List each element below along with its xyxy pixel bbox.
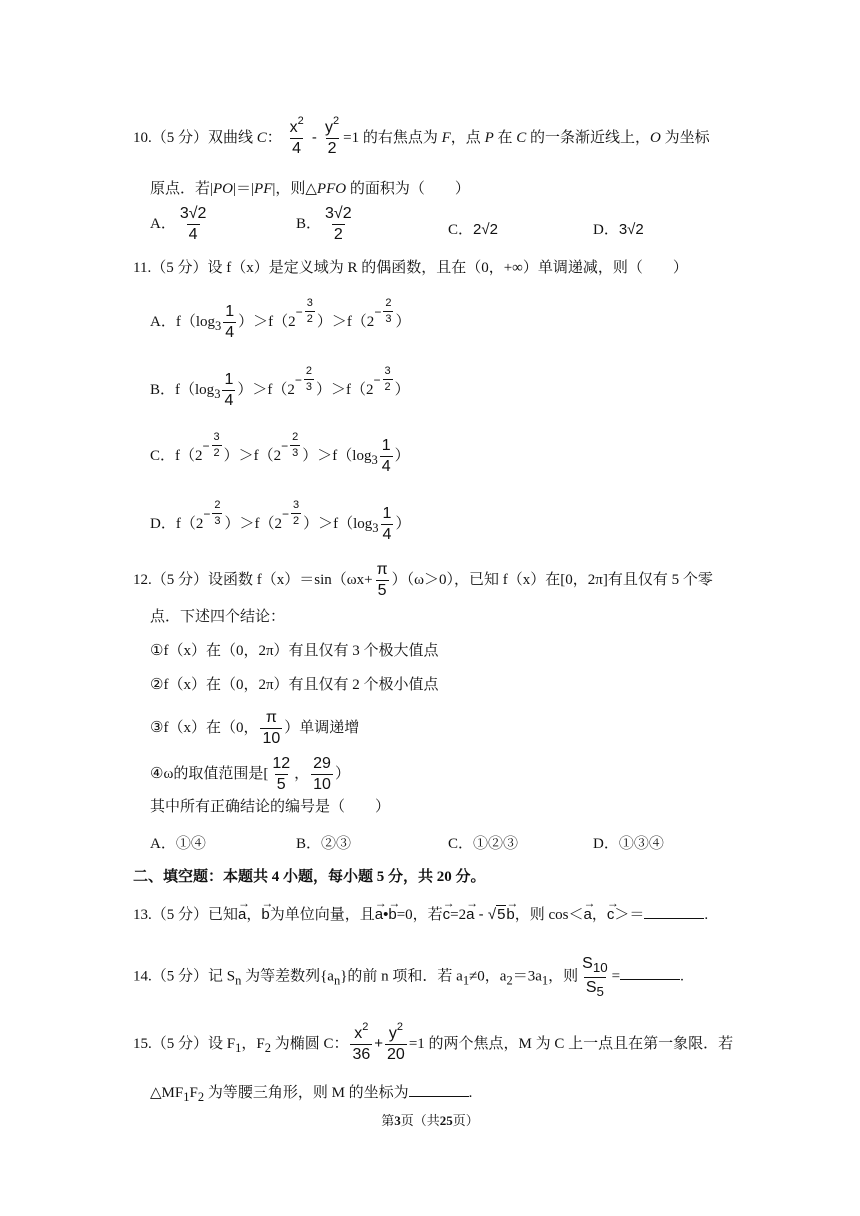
opt-part: ）＞f（2 [224, 515, 282, 532]
q10-x: x [289, 119, 298, 136]
q10-pfo: PFO [316, 181, 347, 197]
q10-text-e: 为坐标 [660, 129, 710, 146]
page-footer [0, 1110, 860, 1129]
section-heading: 二、填空题：本题共 4 小题，每小题 5 分，共 20 分。 [133, 869, 486, 885]
option-label: D． [593, 222, 619, 238]
opt-den: 3 [214, 515, 221, 528]
opt-part: ） [394, 447, 410, 464]
q10-score: （5 分） [151, 129, 209, 146]
q11-score: （5 分） [151, 260, 208, 276]
footer-total: 25 [439, 1113, 453, 1128]
q15-score: （5 分） [151, 1035, 209, 1052]
opt-part: ）＞f（2 [238, 313, 296, 330]
q13-minus: - [474, 906, 488, 923]
q15-text-b: ，F [241, 1035, 265, 1052]
q10-var-c2: C [516, 129, 527, 146]
opt-num: 3 [213, 431, 220, 444]
footer-c: 页） [452, 1113, 479, 1128]
opt-den: 2 [293, 515, 300, 528]
opt-part: f（log [175, 313, 216, 330]
q10-frac-y [323, 115, 341, 157]
option-label: C． [448, 222, 474, 238]
q11-option-b[interactable] [150, 365, 410, 409]
q10-l2b: |＝| [233, 181, 255, 197]
q12-five: 5 [377, 582, 387, 599]
opt-den: 2 [384, 381, 391, 394]
footer-b: 页（共 [400, 1113, 440, 1128]
opt-num: 2 [292, 431, 299, 444]
q11-text: 设 f（x）是定义域为 R 的偶函数，且在（0，+∞）单调递减，则（ ） [207, 260, 688, 276]
q15-frac-x [350, 1021, 372, 1063]
q15-sq2: 2 [396, 1021, 403, 1033]
q12-ask: 其中所有正确结论的编号是（ ） [150, 799, 391, 815]
q13-score: （5 分） [151, 907, 209, 923]
opt-part: ） [395, 313, 411, 330]
q14-den: S [585, 978, 597, 996]
opt-num: 2 [385, 297, 392, 310]
opt-part: ）＞f（log [303, 515, 373, 532]
q10-optB-frac [323, 206, 354, 243]
q10-sq: 2 [297, 115, 304, 127]
answer-blank[interactable] [644, 904, 704, 919]
q12-c4-frac1 [270, 756, 292, 793]
q14-text-a: 记 S [208, 968, 236, 985]
q15-plus: + [374, 1034, 384, 1052]
q15-number: 15. [133, 1035, 152, 1052]
q10-po: PO [213, 181, 234, 197]
q12-c4-frac2 [311, 756, 333, 793]
opt-exp: − $\frac{3}{2}$ [295, 297, 313, 326]
option-text: ①④ [175, 836, 206, 852]
q15-l2a: △MF [150, 1085, 184, 1101]
q14-text-e: ＝3a [512, 968, 542, 985]
opt-num: 3 [293, 499, 300, 512]
q12-line2: 点．下述四个结论： [150, 609, 286, 625]
q15-d1: 36 [352, 1046, 371, 1063]
q11-line1 [133, 257, 688, 279]
q10-minus: - [307, 128, 322, 146]
option-text: ②③ [321, 836, 352, 852]
option-label: D． [593, 836, 619, 852]
q15-y: y [388, 1025, 397, 1042]
q15-text-d: =1 的两个焦点，M 为 C 上一点且在第一象限．若 [408, 1035, 734, 1052]
q15-x: x [354, 1025, 363, 1042]
q10-text-c: 在 [493, 129, 517, 146]
q13-text-a: 已知 [208, 907, 239, 923]
q12-option-c[interactable] [448, 832, 518, 853]
opt-exp: − $\frac{3}{2}$ [373, 365, 391, 394]
q13-dot: • [383, 906, 389, 923]
q15-d2: 20 [387, 1046, 405, 1063]
q13-text-b: 为单位向量，且 [269, 907, 375, 923]
q12-pi: π [376, 561, 388, 578]
q15-l2b: F [189, 1085, 198, 1101]
q10-optA-num: 3√2 [179, 205, 207, 222]
opt-part: f（2 [175, 447, 203, 464]
opt-part: ）＞f（2 [315, 381, 374, 398]
q14-num-sub: 10 [592, 960, 608, 976]
option-label: A． [150, 215, 176, 232]
opt-den: 3 [305, 381, 312, 394]
q15-frac-y [385, 1021, 407, 1063]
opt-num: 1 [382, 505, 392, 522]
q10-option-d[interactable] [593, 218, 644, 239]
option-label: A． [150, 313, 176, 330]
opt-part: ）＞f（2 [316, 313, 375, 330]
q14-text-b: 为等差数列{a [241, 968, 334, 985]
q14-num: S [582, 955, 593, 972]
q10-var-p: P [484, 129, 494, 146]
opt-den: 4 [382, 526, 392, 543]
q12-option-b[interactable] [296, 832, 351, 853]
q14-sub-n2: n [333, 973, 341, 988]
opt-part: f（log [175, 381, 215, 398]
q13-sqrt: √5 [487, 906, 506, 923]
opt-num: 3 [384, 365, 391, 378]
q10-optA-frac [178, 206, 209, 243]
opt-sub: 3 [371, 452, 378, 467]
q11-option-d[interactable] [150, 499, 411, 543]
q10-eq: =1 的右焦点为 [343, 129, 442, 146]
vector-c: → c [607, 904, 615, 926]
q14-line [133, 956, 684, 998]
q12-number: 12. [133, 571, 152, 588]
answer-blank[interactable] [409, 1082, 469, 1097]
q12-option-d[interactable] [593, 832, 664, 853]
opt-sub: 3 [372, 520, 379, 535]
q10-number: 10. [133, 129, 152, 146]
vector-b: → b [261, 904, 269, 926]
q10-l2c: |，则△ [272, 181, 317, 197]
q12-conclusion-3 [150, 710, 359, 747]
option-text: ①②③ [473, 836, 519, 852]
opt-den: 3 [292, 447, 299, 460]
q15-l2c: 为等腰三角形，则 M 的坐标为 [204, 1085, 409, 1101]
option-label: B． [296, 836, 322, 852]
vector-a: → a [375, 904, 383, 926]
q13-number: 13. [133, 907, 152, 923]
opt-frac [222, 372, 235, 409]
q11-number: 11. [133, 260, 152, 276]
q14-sub1: 1 [462, 973, 470, 988]
q10-option-a[interactable] [150, 206, 210, 243]
q15-l2-sub2: 2 [197, 1090, 205, 1104]
opt-exp: − $\frac{2}{3}$ [294, 365, 312, 394]
q12-c4-d1: 5 [276, 776, 286, 793]
q14-eq: = [611, 968, 621, 985]
q12-option-a[interactable] [150, 832, 206, 853]
q14-frac [580, 956, 610, 998]
q12-c4b: ） [334, 765, 350, 782]
opt-num: 1 [225, 303, 235, 320]
q12-c4-n2: 29 [313, 755, 331, 772]
opt-exp: − $\frac{2}{3}$ [203, 499, 221, 528]
q10-line2 [150, 178, 470, 200]
vector-a: → a [238, 904, 246, 926]
q13-text-e: ，则 cos＜ [514, 907, 584, 923]
q12-line1 [133, 562, 713, 599]
opt-exp: − $\frac{3}{2}$ [281, 499, 300, 528]
opt-exp: − $\frac{3}{2}$ [202, 431, 220, 460]
q14-text-f: ，则 [548, 968, 579, 985]
q10-optB-num: 3√2 [325, 205, 352, 222]
q10-optA-den: 4 [188, 226, 198, 243]
q12-c3a: ③f（x）在（0， [150, 719, 259, 736]
opt-den: 4 [381, 458, 391, 475]
q14-text-c: }的前 n 项和．若 a [340, 968, 463, 985]
q15-sub1: 1 [235, 1040, 242, 1055]
footer-page: 3 [394, 1113, 401, 1128]
opt-part: ） [395, 515, 411, 532]
opt-num: 2 [214, 499, 221, 512]
opt-sub: 3 [214, 386, 221, 401]
q10-option-c[interactable] [448, 218, 498, 239]
option-label: A． [150, 836, 176, 852]
option-label: C． [150, 447, 176, 464]
q10-y: y [325, 119, 334, 136]
q10-var-f: F [441, 129, 451, 146]
opt-frac [223, 304, 236, 341]
q13-text-d: =2 [450, 907, 467, 923]
q12-c4-n1: 12 [272, 755, 291, 772]
q11-option-c[interactable] [150, 431, 410, 475]
q12-frac [375, 562, 390, 599]
opt-exp: − $\frac{2}{3}$ [374, 297, 392, 326]
opt-den: 4 [225, 324, 235, 341]
q10-pf: PF [254, 181, 273, 197]
footer-a: 第 [381, 1113, 395, 1128]
opt-num: 1 [381, 437, 391, 454]
q10-text-b: ，点 [450, 129, 485, 146]
q14-number: 14. [133, 968, 152, 985]
q14-end: . [680, 968, 684, 985]
q12-c3-num: π [265, 709, 277, 726]
q13-line [133, 904, 708, 926]
q10-sq2: 2 [333, 115, 340, 127]
opt-frac [381, 506, 394, 543]
q10-text-d: 的一条渐近线上， [526, 129, 651, 146]
q13-sqrt5: 5 [497, 906, 506, 923]
opt-part: ）＞f（2 [237, 381, 295, 398]
q12-c4-sep: ， [294, 765, 310, 782]
vector-b: → b [388, 904, 396, 926]
q15-l2-sub1: 1 [183, 1090, 190, 1104]
option-label: B． [150, 381, 176, 398]
q15-text-c: 为椭圆 C： [270, 1035, 349, 1052]
opt-num: 3 [306, 297, 313, 310]
opt-den: 2 [213, 447, 220, 460]
opt-den: 2 [306, 313, 313, 326]
q10-optB-den: 2 [333, 226, 343, 243]
q10-option-b[interactable] [296, 206, 356, 243]
option-label: D． [150, 515, 176, 532]
q15-line1 [133, 1021, 734, 1063]
q11-option-a[interactable] [150, 297, 411, 341]
q10-var-c: C [256, 129, 267, 146]
q14-score: （5 分） [151, 968, 209, 985]
q12-text-a: 设函数 f（x）＝sin（ωx+ [208, 571, 373, 588]
q10-den2: 2 [327, 140, 337, 157]
q12-conclusion-4 [150, 756, 350, 793]
q12-c3b: ）单调递增 [284, 719, 360, 736]
q13-text-c: =0，若 [396, 907, 443, 923]
option-label: C． [448, 836, 474, 852]
q13-comma: ， [591, 907, 607, 923]
q14-text-d: ≠0，a [469, 968, 507, 985]
q15-sub2: 2 [264, 1040, 271, 1055]
q10-optC-text: 2√2 [473, 221, 498, 238]
vector-a: → a [466, 904, 474, 926]
q10-l2a: 原点．若| [150, 181, 214, 197]
answer-blank[interactable] [620, 965, 680, 980]
q10-optD-text: 3√2 [618, 221, 644, 238]
q10-frac-x [288, 115, 306, 157]
q12-c3-frac [260, 710, 282, 747]
opt-frac [380, 438, 393, 475]
q14-den-sub: 5 [596, 983, 604, 999]
option-label: B． [296, 215, 322, 232]
vector-b: → b [506, 904, 514, 926]
vector-a: → a [584, 904, 592, 926]
opt-part: ） [394, 381, 410, 398]
q13-comma: ， [246, 907, 262, 923]
q13-text-f: ＞＝ [614, 907, 645, 923]
q12-c4-d2: 10 [313, 776, 331, 793]
opt-exp: − $\frac{2}{3}$ [281, 431, 299, 460]
q10-l2d: 的面积为（ ） [346, 181, 470, 197]
opt-den: 4 [224, 392, 234, 409]
q15-line2 [150, 1082, 472, 1108]
opt-num: 1 [224, 371, 234, 388]
opt-num: 2 [305, 365, 312, 378]
q12-score: （5 分） [151, 571, 209, 588]
opt-part: ）＞f（log [302, 447, 372, 464]
q15-text-a: 设 F [208, 1035, 236, 1052]
opt-den: 3 [385, 313, 392, 326]
q10-colon: ： [266, 129, 282, 146]
q12-conclusion-2: ②f（x）在（0，2π）有且仅有 2 个极小值点 [150, 677, 439, 693]
q14-sub-n: n [235, 973, 242, 988]
q10-den4: 4 [292, 140, 302, 157]
q15-sq: 2 [362, 1021, 369, 1033]
q12-conclusion-1: ①f（x）在（0，2π）有且仅有 3 个极大值点 [150, 643, 439, 659]
q14-sub2: 2 [506, 973, 513, 988]
q10-text: 双曲线 [208, 129, 257, 146]
option-text: ①③④ [618, 836, 664, 852]
q15-end: . [468, 1085, 473, 1101]
q10-var-o: O [650, 129, 661, 146]
opt-part: f（2 [175, 515, 204, 532]
opt-part: ）＞f（2 [223, 447, 282, 464]
q10-line1 [133, 115, 710, 157]
q14-sub1b: 1 [541, 973, 549, 988]
q13-end: . [704, 907, 709, 923]
vector-c: → c [443, 904, 451, 926]
q12-text-b: ）（ω＞0），已知 f（x）在[0，2π]有且仅有 5 个零 [391, 571, 713, 588]
q12-c3-den: 10 [262, 730, 281, 747]
q12-c4a: ④ω的取值范围是[ [150, 765, 269, 782]
opt-sub: 3 [215, 318, 222, 333]
